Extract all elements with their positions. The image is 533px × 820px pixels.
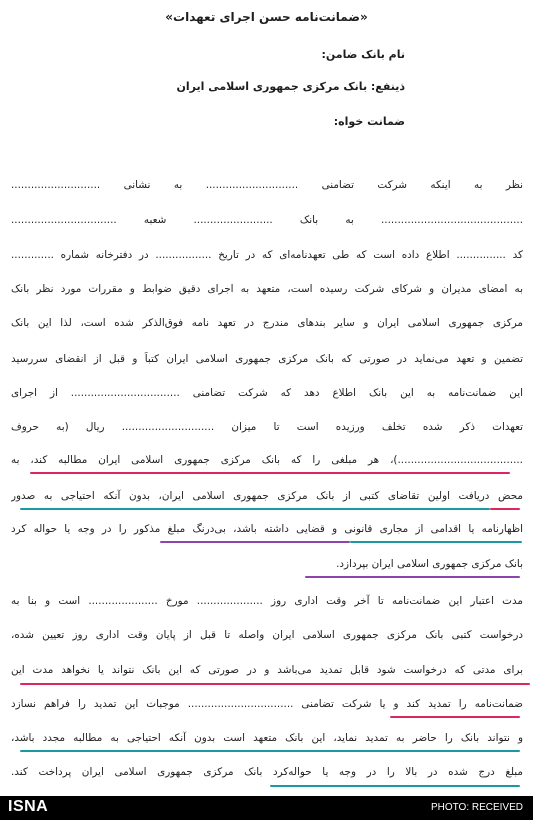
red-underline xyxy=(390,716,520,718)
body-line-11: اظهارنامه یا اقدامی از مجاری قانونی و قضایی داشته باشد، بی‌درنگ مبلغ مذکور را در وجه یا حواله کرد xyxy=(11,523,523,535)
teal-underline xyxy=(20,750,520,752)
body-line-12: بانک مرکزی جمهوری اسلامی ایران بپردازد. xyxy=(336,558,523,570)
red-underline xyxy=(490,508,520,510)
body-line-7: این ضمانت‌نامه به این بانک اطلاع دهد که شرکت تضامنی ................................. از اجرای xyxy=(11,387,523,399)
teal-underline xyxy=(270,785,520,787)
body-line-4: به امضای مدیران و شرکای شرکت رسیده است، متعهد به اجرای دقیق ضوابط و مقررات مورد نظر بانک xyxy=(11,283,523,295)
body-line-17: و نتواند بانک را حاضر به تمدید نماید، این بانک متعهد است بدون آنکه احتیاجی به مطالبه مجدد باشد، xyxy=(11,732,523,744)
body-line-9: ......................................)، هر مبلغی را که بانک مرکزی جمهوری اسلامی ایران مطالبه کند، به xyxy=(11,454,523,466)
teal-underline xyxy=(20,508,490,510)
body-line-6: تضمین و تعهد می‌نماید در صورتی که بانک مرکزی جمهوری اسلامی ایران کتباً و قبل از انقضای سررسید xyxy=(11,353,523,365)
document-title: «ضمانت‌نامه حسن اجرای تعهدات» xyxy=(165,10,368,24)
body-line-10: محض دریافت اولین تقاضای کتبی از بانک مرکزی جمهوری اسلامی ایران، بدون آنکه احتیاجی به صدور xyxy=(11,490,523,502)
body-line-18: مبلغ درج شده در بالا را در وجه یا حواله‌کرد بانک مرکزی جمهوری اسلامی ایران پرداخت کند. xyxy=(11,766,523,778)
body-line-16: ضمانت‌نامه را تمدید کند و یا شرکت تضامنی ................................ موجبات این تمدید را فراهم نسازد xyxy=(11,698,523,710)
body-line-14: درخواست کتبی بانک مرکزی جمهوری اسلامی ایران واصله تا قبل از پایان وقت اداری روز تعیین شده، xyxy=(11,629,523,641)
red-underline xyxy=(20,683,530,685)
teal-underline xyxy=(350,541,522,543)
body-line-2: ........................................... به بانک ........................ شعبه ................................ xyxy=(11,214,523,226)
isna-logo: ISNA xyxy=(8,798,49,815)
body-line-13: مدت اعتبار این ضمانت‌نامه تا آخر وقت اداری روز .................... مورخ ..................... است و بنا به xyxy=(11,595,523,607)
photo-credit: PHOTO: RECEIVED xyxy=(430,802,523,813)
body-line-15: برای مدتی که درخواست شود قابل تمدید می‌باشد و در صورتی که این بانک نتواند یا نخواهد مدت این xyxy=(11,664,523,676)
body-line-3: کد ............... اطلاع داده است که طی تعهدنامه‌ای که در تاریخ ................. در دفترخانه شماره ............. xyxy=(11,249,523,261)
purple-underline xyxy=(160,541,350,543)
body-line-8: تعهدات ذکر شده تخلف ورزیده است تا میزان ............................ ریال (به حروف xyxy=(11,421,523,433)
body-line-5: مرکزی جمهوری اسلامی ایران و سایر بندهای مندرج در تعهد نامه فوق‌الذکر شده است، لذا این بانک xyxy=(11,317,523,329)
purple-underline xyxy=(305,576,520,578)
red-underline xyxy=(30,472,510,474)
guarantor-bank-label: نام بانک ضامن: xyxy=(321,48,405,61)
body-line-1: نظر به اینکه شرکت تضامنی ............................ به نشانی ........................... xyxy=(11,179,523,191)
beneficiary-label: ذینفع: بانک مرکزی جمهوری اسلامی ایران xyxy=(176,80,405,93)
guarantee-applicant-label: ضمانت خواه: xyxy=(333,115,405,128)
footer-bar xyxy=(0,796,533,820)
